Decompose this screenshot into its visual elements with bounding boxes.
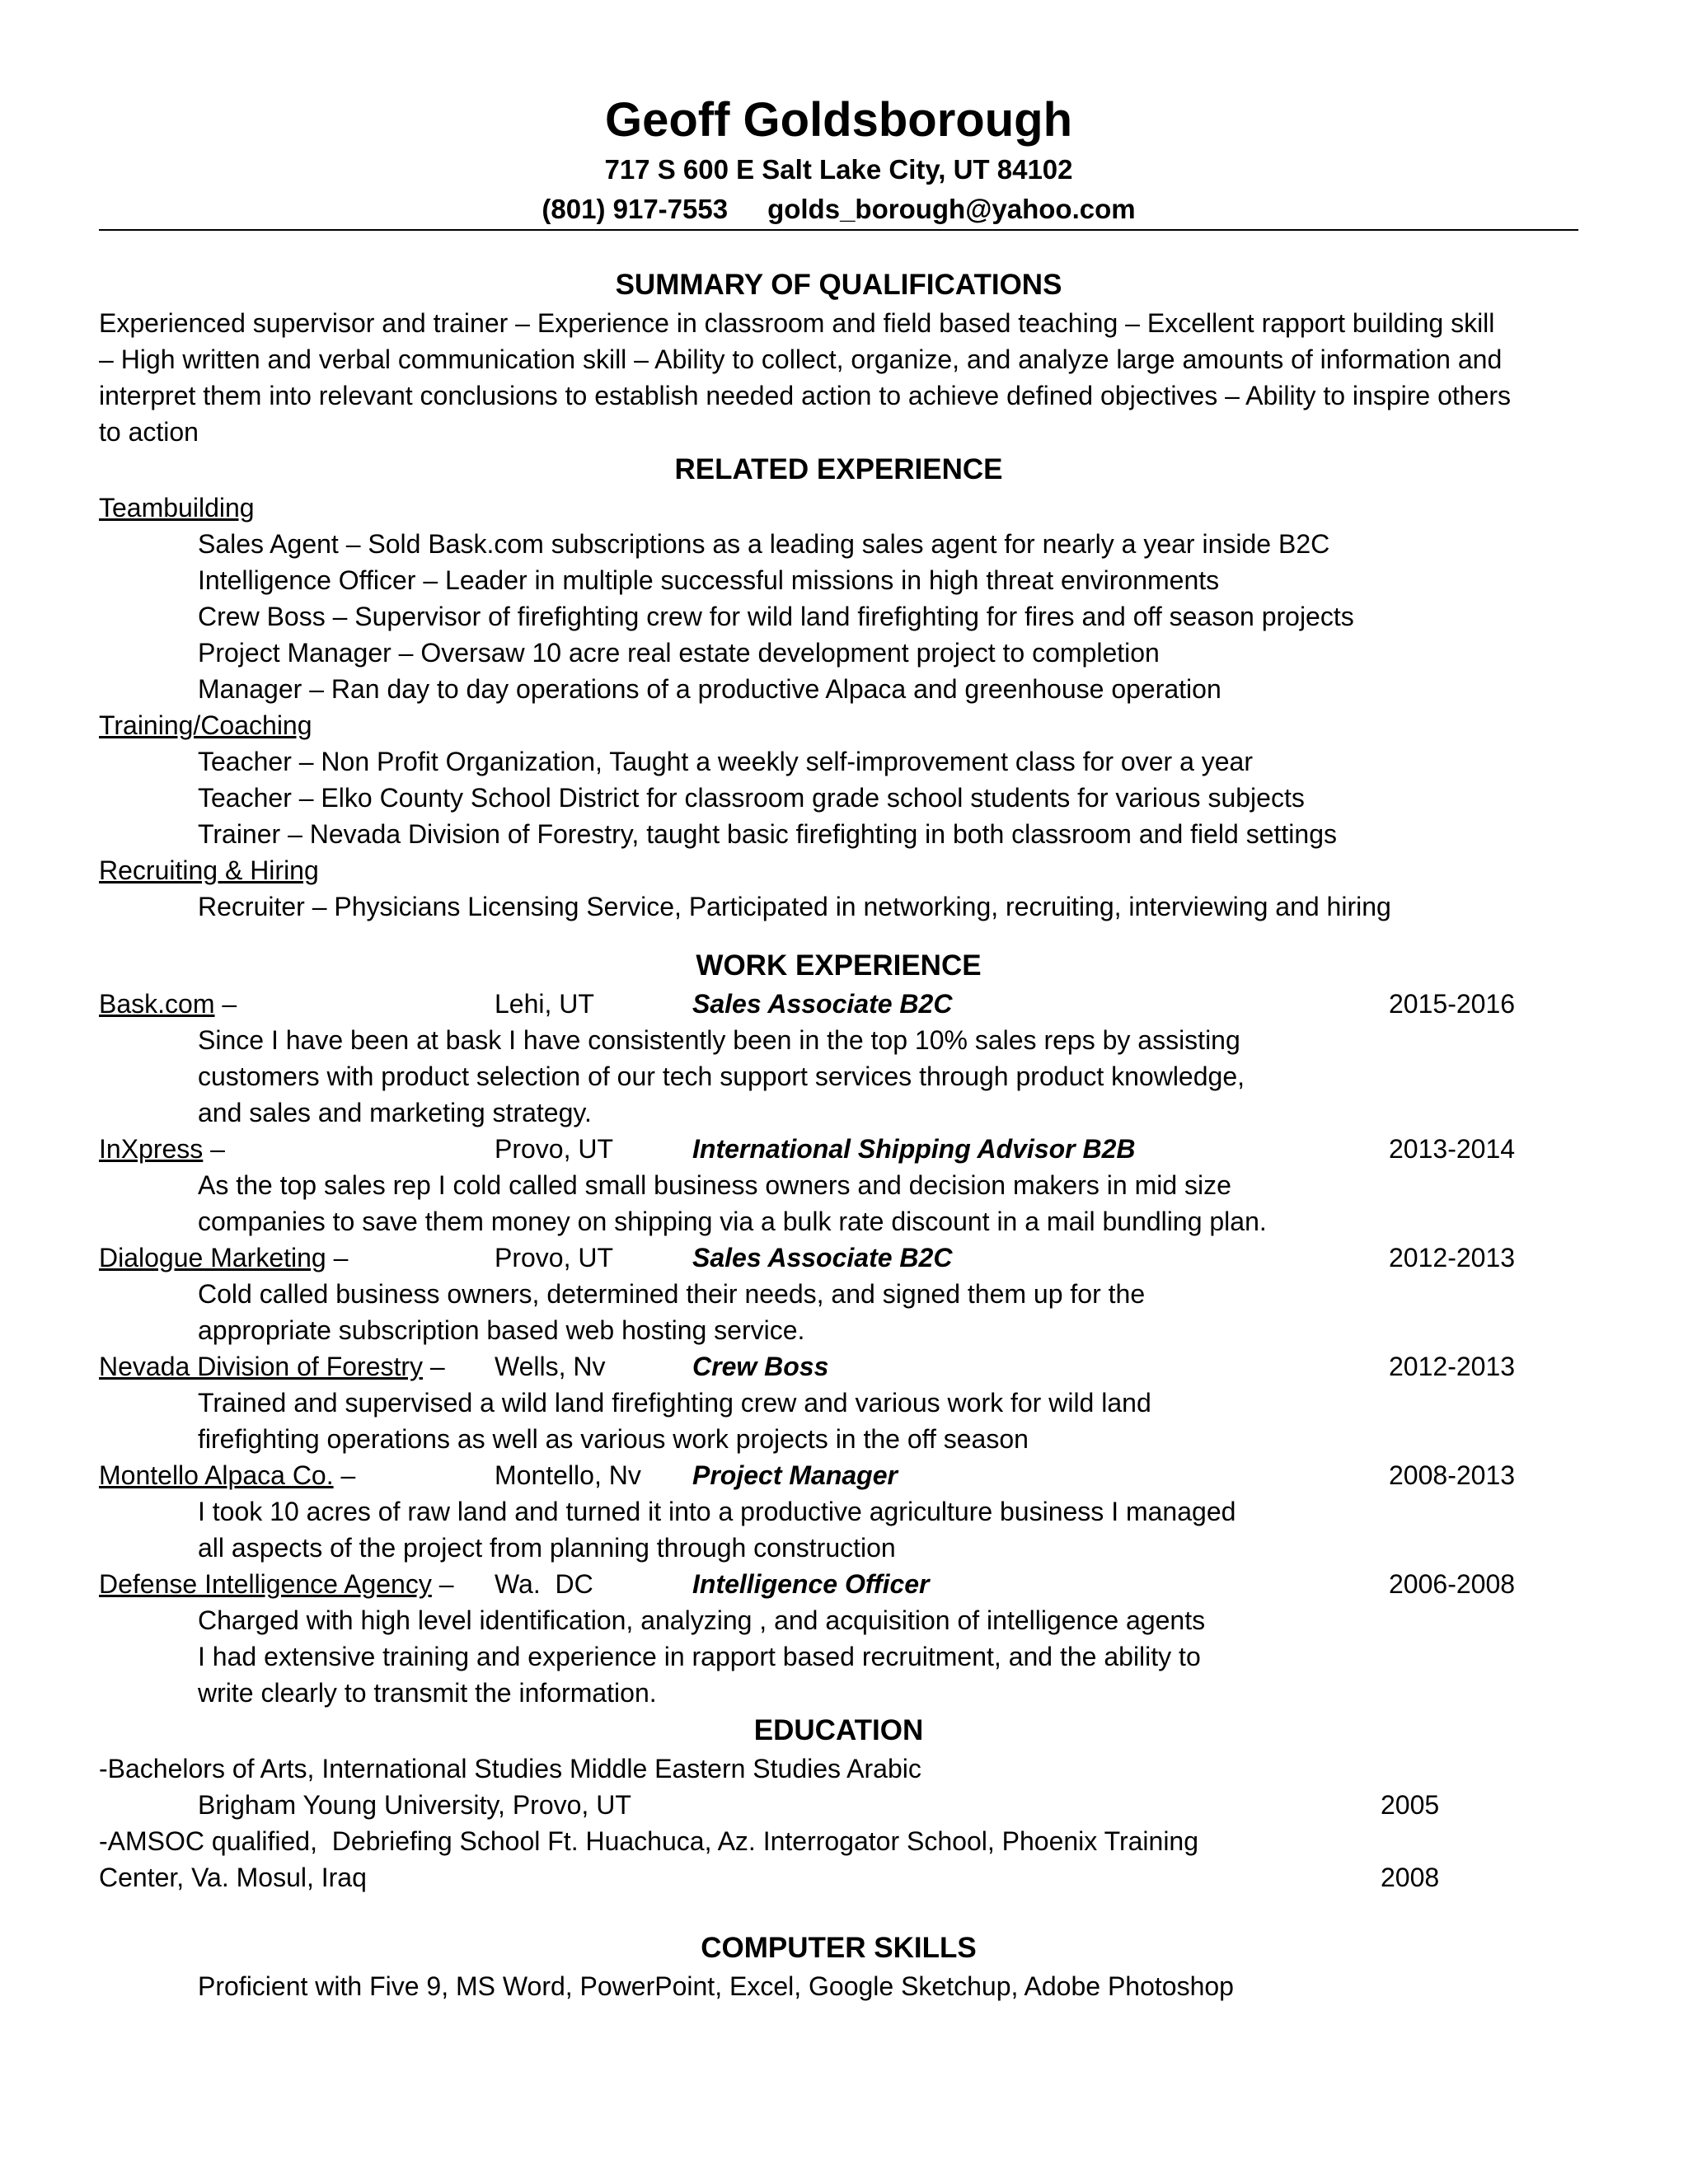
job-description-line: all aspects of the project from planning through construction	[198, 1533, 896, 1563]
job-header	[99, 986, 1578, 1022]
job-dates: 2015-2016	[1389, 989, 1516, 1019]
related-item: Intelligence Officer – Leader in multiple successful missions in high threat environments	[198, 565, 1220, 595]
job-dates: 2006-2008	[1389, 1569, 1516, 1599]
job-dash: –	[222, 989, 237, 1019]
job-role: Sales Associate B2C	[692, 989, 953, 1019]
summary-title: SUMMARY OF QUALIFICATIONS	[615, 269, 1062, 301]
related-item: Crew Boss – Supervisor of firefighting crew for wild land firefighting for fires and off season projects	[198, 602, 1354, 631]
related-group-heading: Training/Coaching	[99, 710, 312, 740]
education-training-location: Center, Va. Mosul, Iraq	[99, 1863, 367, 1892]
job-description-line: I had extensive training and experience in rapport based recruitment, and the ability to	[198, 1642, 1201, 1671]
job-description-line: customers with product selection of our tech support services through product knowledge,	[198, 1062, 1245, 1091]
related-group-heading: Teambuilding	[99, 493, 255, 523]
education-school: Brigham Young University, Provo, UT	[198, 1790, 631, 1820]
related-group-heading: Recruiting & Hiring	[99, 855, 319, 885]
job-description	[99, 1602, 1578, 1711]
computer-skills-text: Proficient with Five 9, MS Word, PowerPoint, Excel, Google Sketchup, Adobe Photoshop	[198, 1971, 1234, 2001]
job-dash: –	[210, 1134, 225, 1164]
job-description-line: write clearly to transmit the information.	[198, 1678, 657, 1708]
job-description-line: I took 10 acres of raw land and turned it into a productive agriculture business I managed	[198, 1497, 1236, 1526]
summary-line: to action	[99, 417, 199, 447]
address-line: 717 S 600 E Salt Lake City, UT 84102	[604, 154, 1073, 185]
related-item: Project Manager – Oversaw 10 acre real estate development project to completion	[198, 638, 1160, 668]
job-company: Bask.com	[99, 989, 215, 1019]
job-company: Montello Alpaca Co.	[99, 1460, 334, 1490]
job-dates: 2012-2013	[1389, 1352, 1516, 1381]
education-year: 2008	[1381, 1863, 1440, 1892]
job-entry	[99, 986, 1578, 1131]
job-description-line: appropriate subscription based web hosting service.	[198, 1315, 805, 1345]
education-school-row	[99, 1787, 1578, 1823]
education-line: -AMSOC qualified, Debriefing School Ft. Huachuca, Az. Interrogator School, Phoenix Training	[99, 1826, 1199, 1856]
job-location: Provo, UT	[495, 1243, 614, 1272]
related-item: Recruiter – Physicians Licensing Service, Participated in networking, recruiting, interviewing and hiring	[198, 892, 1391, 921]
job-location: Provo, UT	[495, 1134, 614, 1164]
work-experience-title: WORK EXPERIENCE	[696, 949, 982, 982]
related-experience-body	[99, 490, 1578, 925]
job-description-line: Charged with high level identification, analyzing , and acquisition of intelligence agents	[198, 1605, 1206, 1635]
job-header	[99, 1457, 1578, 1493]
job-description	[99, 1167, 1578, 1240]
job-entry	[99, 1348, 1578, 1457]
contact-line	[99, 190, 1578, 229]
job-dash: –	[438, 1569, 454, 1599]
job-entry	[99, 1457, 1578, 1566]
job-location: Wa. DC	[495, 1569, 593, 1599]
related-item: Trainer – Nevada Division of Forestry, taught basic firefighting in both classroom and field settings	[198, 819, 1337, 849]
summary-body	[99, 305, 1578, 450]
job-entry	[99, 1131, 1578, 1240]
job-company: Dialogue Marketing	[99, 1243, 326, 1272]
job-description	[99, 1276, 1578, 1348]
computer-skills-title: COMPUTER SKILLS	[701, 1932, 977, 1964]
summary-line: interpret them into relevant conclusions to establish needed action to achieve defined objectives – Ability to inspire others	[99, 381, 1512, 410]
related-item: Teacher – Non Profit Organization, Taught a weekly self-improvement class for over a year	[198, 747, 1253, 776]
job-location: Lehi, UT	[495, 989, 594, 1019]
job-description-line: Cold called business owners, determined their needs, and signed them up for the	[198, 1279, 1146, 1309]
job-description-line: As the top sales rep I cold called small business owners and decision makers in mid size	[198, 1170, 1231, 1200]
job-description	[99, 1385, 1578, 1457]
job-dash: –	[429, 1352, 445, 1381]
job-dates: 2013-2014	[1389, 1134, 1516, 1164]
candidate-name: Geoff Goldsborough	[604, 93, 1073, 147]
job-description-line: companies to save them money on shipping via a bulk rate discount in a mail bundling plan.	[198, 1207, 1267, 1236]
resume-header	[99, 91, 1578, 229]
related-item: Sales Agent – Sold Bask.com subscriptions as a leading sales agent for nearly a year inside B2C	[198, 529, 1330, 559]
job-role: Intelligence Officer	[692, 1569, 930, 1599]
education-line: -Bachelors of Arts, International Studies Middle Eastern Studies Arabic	[99, 1754, 921, 1783]
education-year: 2005	[1381, 1790, 1440, 1820]
job-location: Wells, Nv	[495, 1352, 606, 1381]
job-dash: –	[333, 1243, 349, 1272]
resume-page	[99, 91, 1578, 2004]
job-header	[99, 1131, 1578, 1167]
job-company: Defense Intelligence Agency	[99, 1569, 432, 1599]
related-item: Teacher – Elko County School District for classroom grade school students for various subjects	[198, 783, 1305, 813]
job-dash: –	[340, 1460, 356, 1490]
summary-line: Experienced supervisor and trainer – Experience in classroom and field based teaching – Excellent rapport building skill	[99, 308, 1495, 338]
education-title: EDUCATION	[753, 1714, 924, 1746]
job-company: InXpress	[99, 1134, 204, 1164]
job-description-line: and sales and marketing strategy.	[198, 1098, 592, 1127]
job-header	[99, 1348, 1578, 1385]
job-role: Crew Boss	[692, 1352, 829, 1381]
job-description-line: Trained and supervised a wild land firefighting crew and various work for wild land	[198, 1388, 1151, 1418]
job-role: Project Manager	[692, 1460, 898, 1490]
phone-number: (801) 917-7553	[542, 194, 729, 224]
job-entry	[99, 1240, 1578, 1348]
job-entry	[99, 1566, 1578, 1711]
job-description-line: Since I have been at bask I have consistently been in the top 10% sales reps by assisting	[198, 1025, 1240, 1055]
email-address: golds_borough@yahoo.com	[767, 194, 1136, 224]
job-role: Sales Associate B2C	[692, 1243, 953, 1272]
related-item: Manager – Ran day to day operations of a productive Alpaca and greenhouse operation	[198, 674, 1221, 704]
job-dates: 2012-2013	[1389, 1243, 1516, 1272]
summary-line: – High written and verbal communication skill – Ability to collect, organize, and analyze large amounts of information and	[99, 344, 1503, 374]
job-description-line: firefighting operations as well as various work projects in the off season	[198, 1424, 1029, 1454]
job-description	[99, 1022, 1578, 1131]
job-header	[99, 1566, 1578, 1602]
job-company: Nevada Division of Forestry	[99, 1352, 424, 1381]
job-description	[99, 1493, 1578, 1566]
related-experience-title: RELATED EXPERIENCE	[674, 453, 1003, 485]
job-role: International Shipping Advisor B2B	[692, 1134, 1136, 1164]
job-location: Montello, Nv	[495, 1460, 641, 1490]
job-header	[99, 1240, 1578, 1276]
job-dates: 2008-2013	[1389, 1460, 1516, 1490]
education-training-row	[99, 1859, 1578, 1896]
